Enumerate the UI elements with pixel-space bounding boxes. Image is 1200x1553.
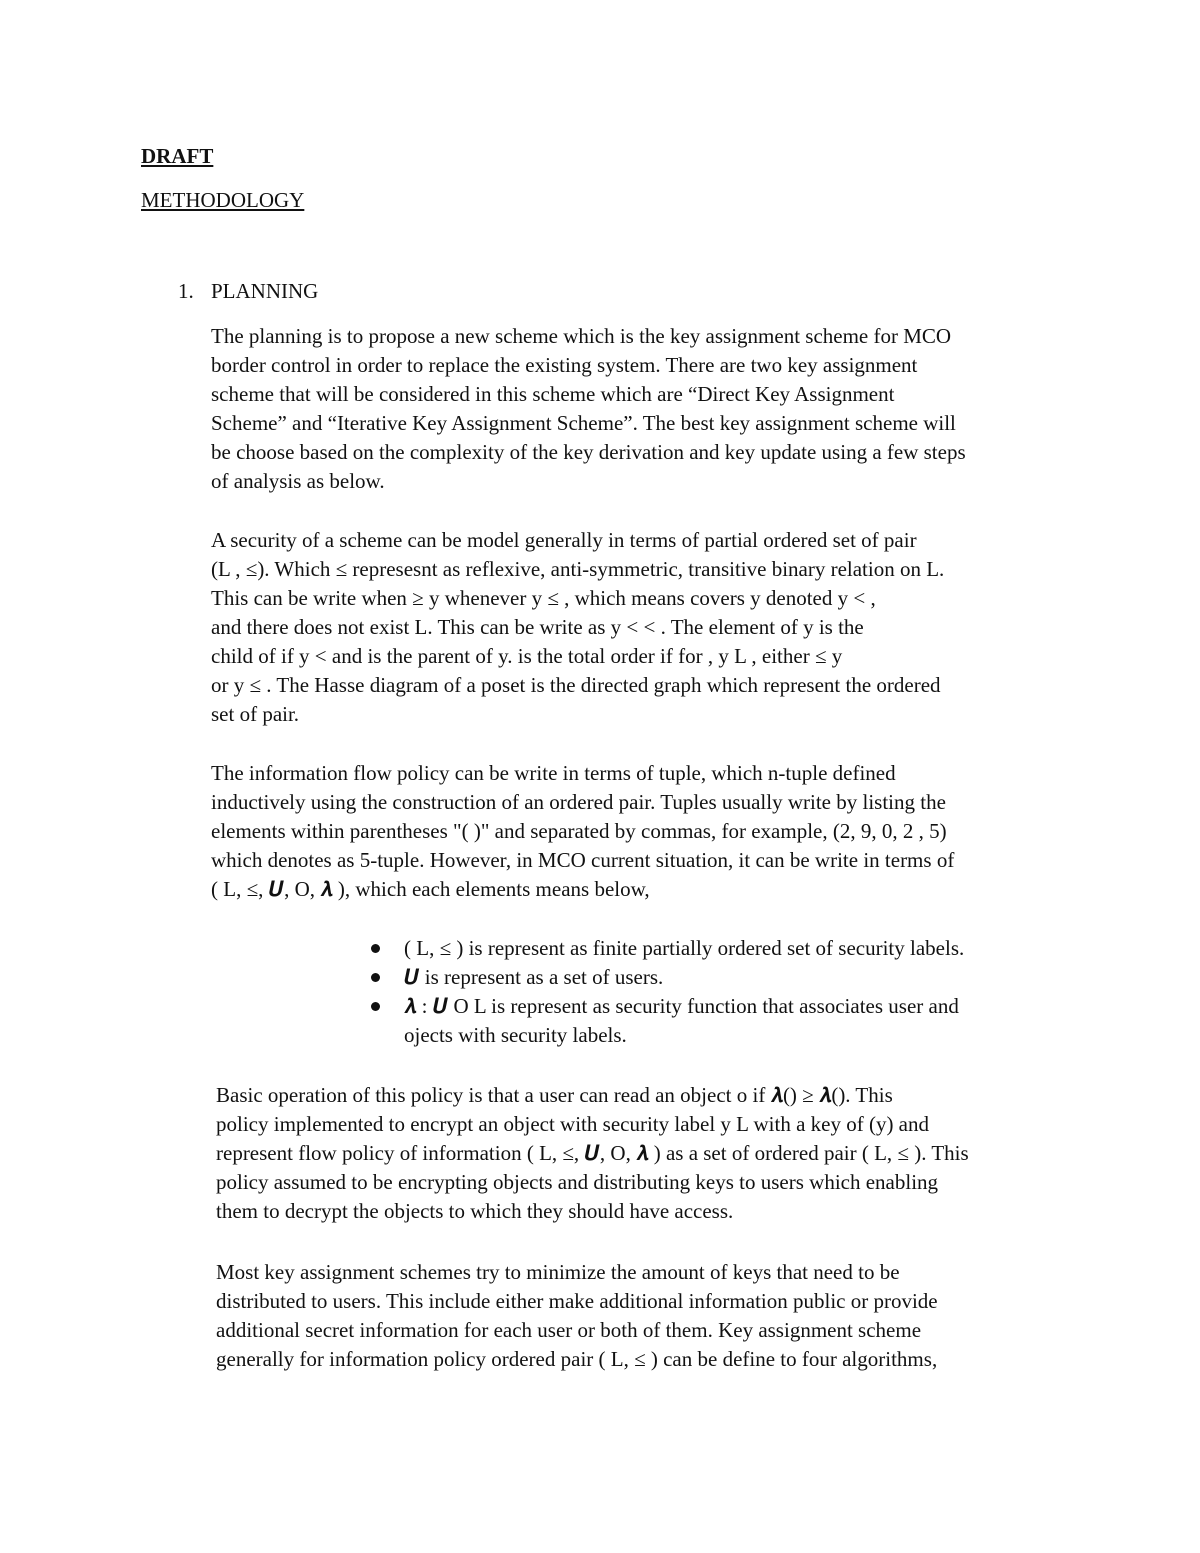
paragraph-line: border control in order to replace the existing system. There are two key assignment <box>211 353 918 377</box>
paragraph-line: policy implemented to encrypt an object with security label y L with a key of (y) and <box>216 1112 930 1136</box>
paragraph-line: Basic operation of this policy is that a user can read an object o if 𝝀() ≥ 𝝀(). This <box>216 1083 893 1107</box>
paragraph-line: elements within parentheses "( )" and separated by commas, for example, (2, 9, 0, 2 , 5) <box>211 819 947 843</box>
poset-paragraph <box>211 526 944 729</box>
tuple-paragraph <box>211 759 954 904</box>
policy-paragraph <box>216 1081 969 1226</box>
bullet-item-continuation: ojects with security labels. <box>404 1023 627 1047</box>
paragraph-line: (L , ≤). Which ≤ represesnt as reflexive, anti-symmetric, transitive binary relation on L. <box>211 557 945 581</box>
paragraph-line: This can be write when ≥ y whenever y ≤ , which means covers y denoted y < , <box>211 586 876 610</box>
key-assignment-paragraph <box>216 1258 938 1374</box>
paragraph-line: policy assumed to be encrypting objects and distributing keys to users which enabling <box>216 1170 939 1194</box>
bullet-item: 𝝀 : 𝑼 O L is represent as security function that associates user and <box>404 994 959 1018</box>
paragraph-line: be choose based on the complexity of the key derivation and key update using a few steps <box>211 440 966 464</box>
paragraph-line: represent flow policy of information ( L, ≤, 𝑼, O, 𝝀 ) as a set of ordered pair ( L, ≤ ). This <box>216 1141 969 1165</box>
paragraph-line: or y ≤ . The Hasse diagram of a poset is the directed graph which represent the ordered <box>211 673 941 697</box>
paragraph-line: them to decrypt the objects to which they should have access. <box>216 1199 734 1223</box>
section-heading: PLANNING <box>211 279 319 303</box>
paragraph-line: of analysis as below. <box>211 469 385 493</box>
paragraph-line: distributed to users. This include either make additional information public or provide <box>216 1289 938 1313</box>
paragraph-line: which denotes as 5-tuple. However, in MCO current situation, it can be write in terms of <box>211 848 955 872</box>
paragraph-line: A security of a scheme can be model generally in terms of partial ordered set of pair <box>211 528 917 552</box>
paragraph-line: The information flow policy can be write in terms of tuple, which n-tuple defined <box>211 761 896 785</box>
planning-paragraph <box>211 322 966 496</box>
paragraph-line: scheme that will be considered in this scheme which are “Direct Key Assignment <box>211 382 895 406</box>
paragraph-line: inductively using the construction of an ordered pair. Tuples usually write by listing the <box>211 790 946 814</box>
paragraph-line: and there does not exist L. This can be write as y < < . The element of y is the <box>211 615 864 639</box>
bullet-icon <box>371 1002 380 1011</box>
methodology-heading: METHODOLOGY <box>141 188 305 212</box>
bullet-icon <box>371 944 380 953</box>
paragraph-line: Most key assignment schemes try to minimize the amount of keys that need to be <box>216 1260 900 1284</box>
draft-title: DRAFT <box>141 144 214 168</box>
paragraph-line: Scheme” and “Iterative Key Assignment Scheme”. The best key assignment scheme will <box>211 411 956 435</box>
paragraph-line: ( L, ≤, 𝑼, O, 𝝀 ), which each elements means below, <box>211 877 650 901</box>
paragraph-line: child of if y < and is the parent of y. is the total order if for , y L , either ≤ y <box>211 644 843 668</box>
bullet-icon <box>371 973 380 982</box>
section-number: 1. <box>178 279 194 303</box>
paragraph-line: additional secret information for each user or both of them. Key assignment scheme <box>216 1318 922 1342</box>
paragraph-line: generally for information policy ordered pair ( L, ≤ ) can be define to four algorithms, <box>216 1347 938 1371</box>
paragraph-line: The planning is to propose a new scheme which is the key assignment scheme for MCO <box>211 324 952 348</box>
bullet-item: ( L, ≤ ) is represent as finite partially ordered set of security labels. <box>404 936 965 960</box>
paragraph-line: set of pair. <box>211 702 300 726</box>
bullet-item: 𝑼 is represent as a set of users. <box>404 965 664 989</box>
